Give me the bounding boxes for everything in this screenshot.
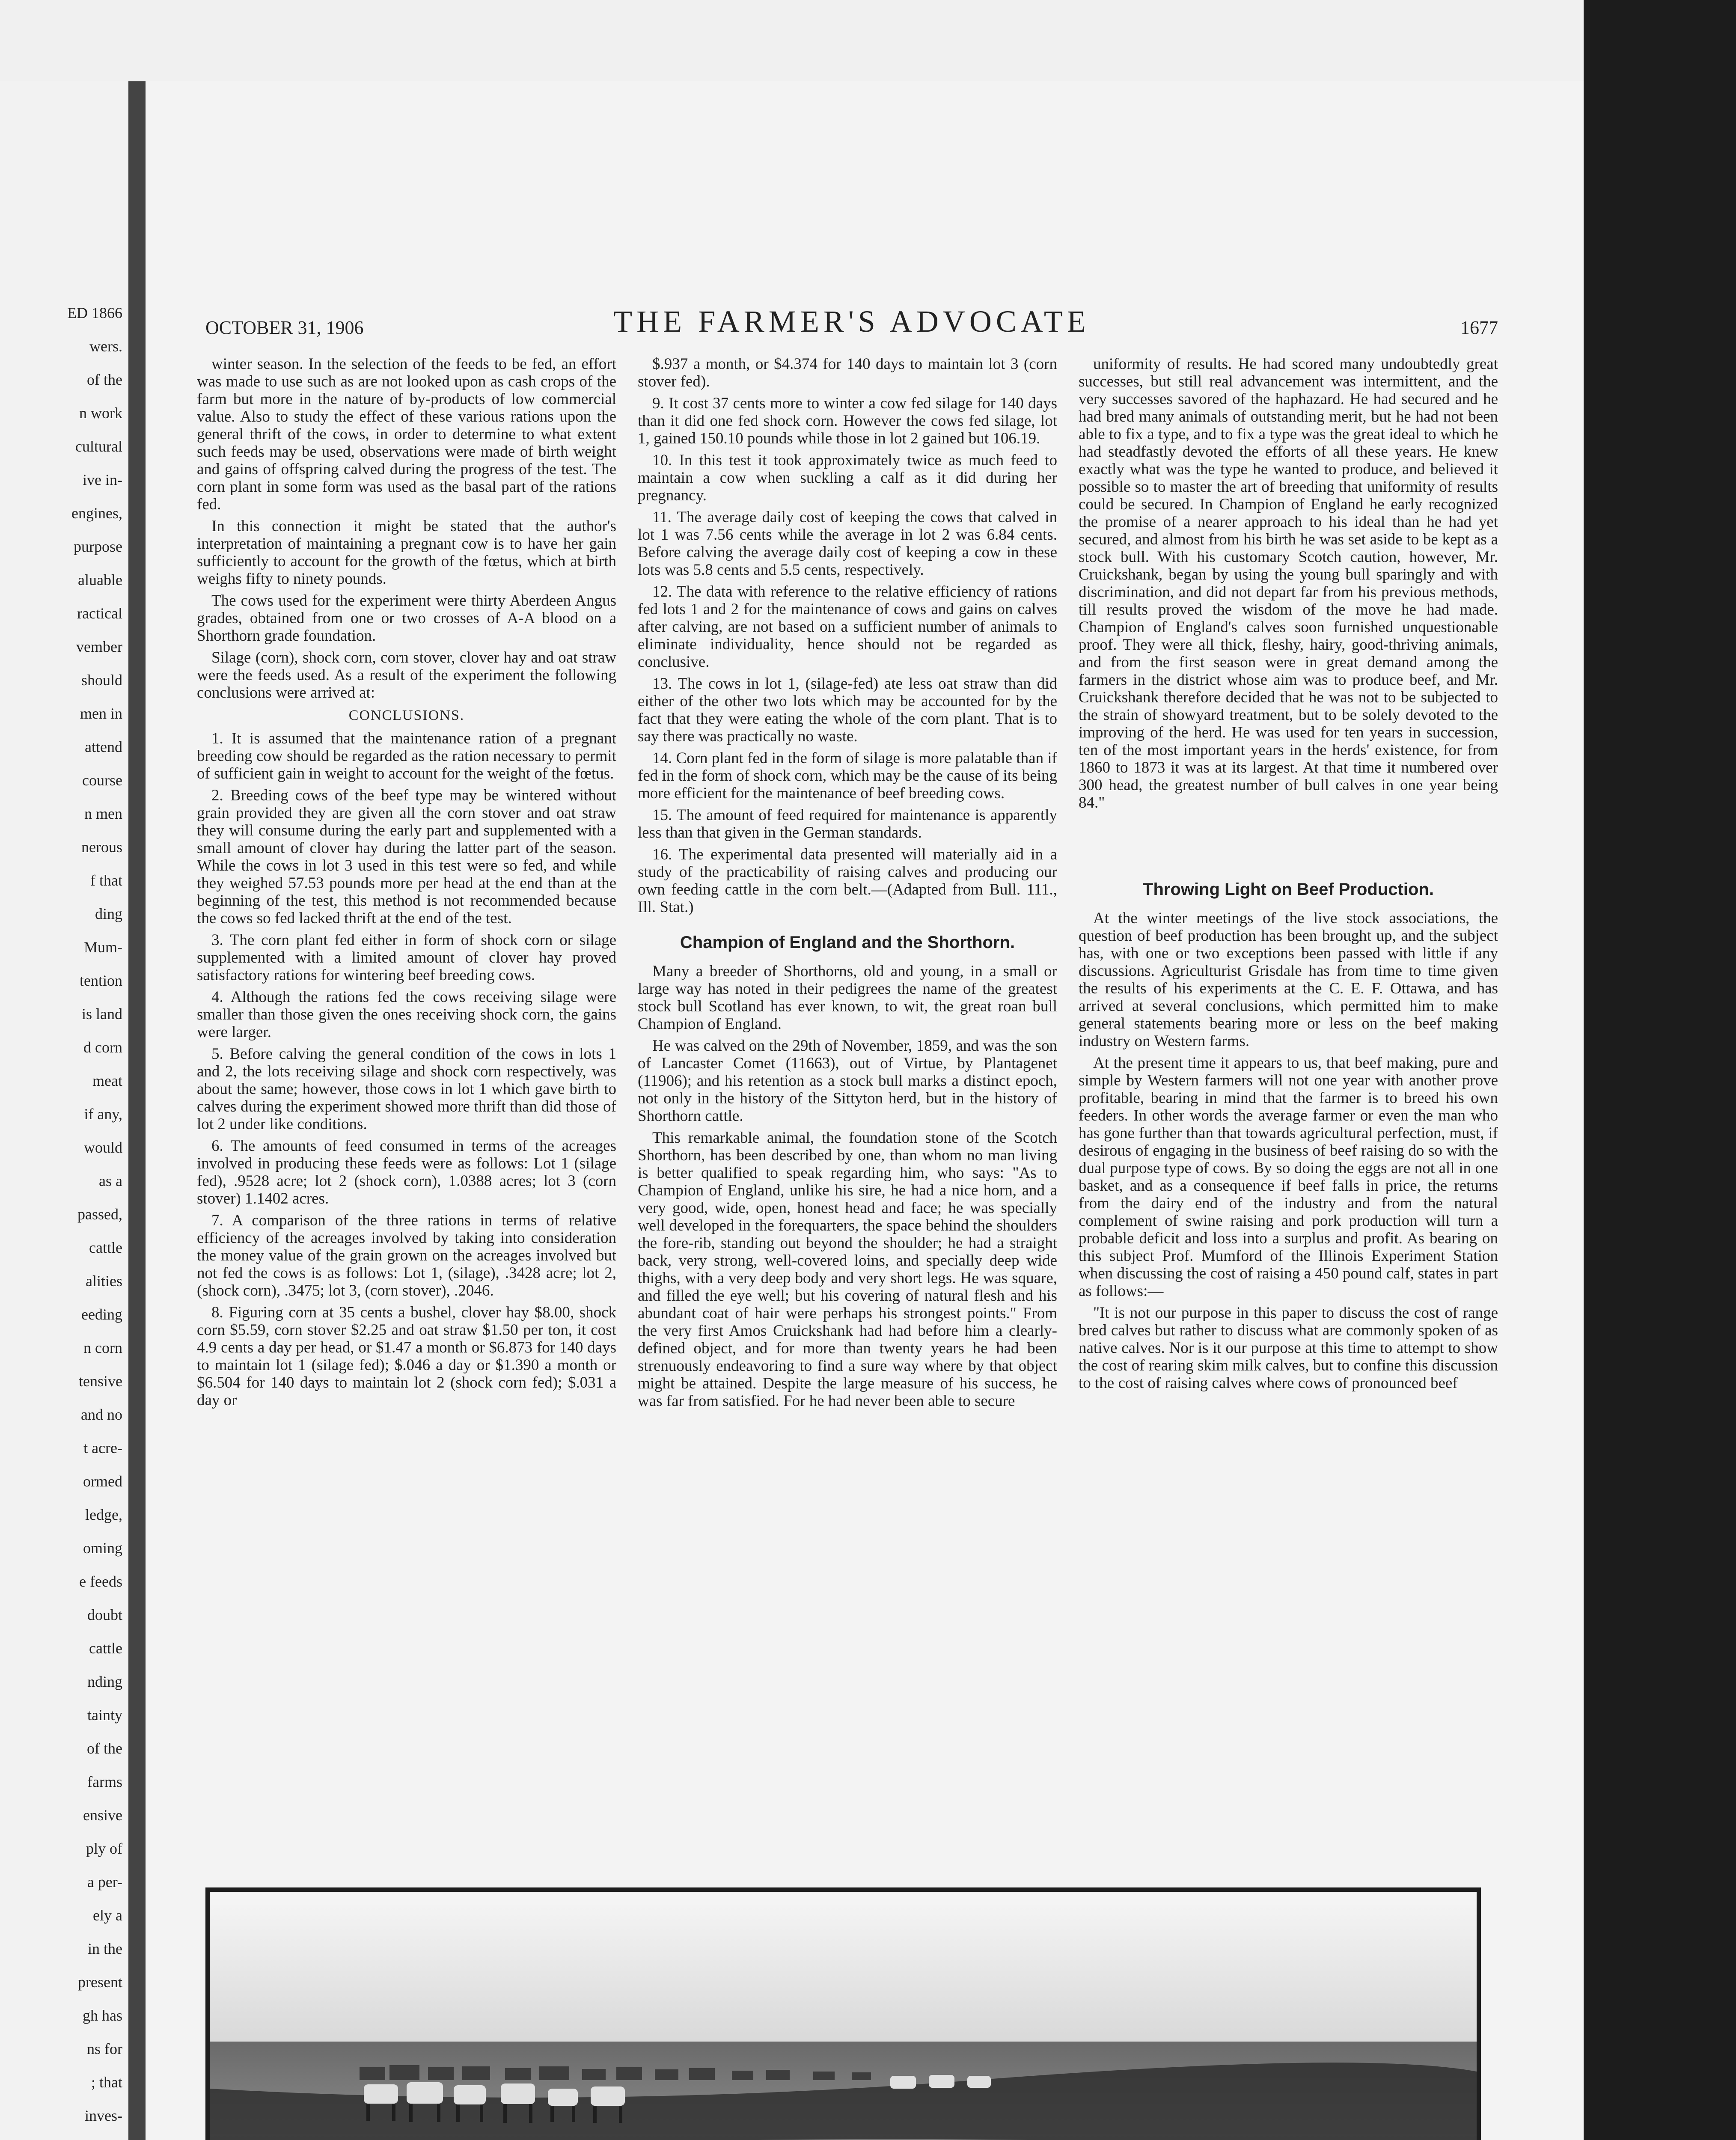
left-page-text-fragment: Mum- (84, 939, 122, 956)
paragraph: 4. Although the rations fed the cows receiving silage were smaller than those given the ones receiving shock corn, the gains were larger. (197, 988, 616, 1041)
left-page-text-fragment: doubt (87, 1606, 122, 1623)
paragraph: 7. A comparison of the three rations in terms of relative efficiency of the acreages involved by taking into consideration the money value of the grain grown on the acreages involved but not fed the cows is as follows: Lot 1, (silage), .3428 acre; lot 2, (shock corn), .3475; lot 3, (corn stover), .2046. (197, 1212, 616, 1299)
article-column-2 (638, 355, 1057, 1879)
page-number: 1677 (1460, 317, 1498, 338)
left-page-text-fragment: farms (87, 1773, 122, 1790)
left-page-text-fragment: purpose (74, 538, 122, 555)
left-page-text-fragment: a per- (87, 1873, 122, 1890)
left-page-text-fragment: aluable (78, 571, 122, 588)
left-page-text-fragment: ns for (87, 2040, 122, 2057)
section-heading: CONCLUSIONS. (348, 707, 465, 723)
paragraph: winter season. In the selection of the feeds to be fed, an effort was made to use such as are not looked upon as cash crops of the farm but more in the nature of by-products of low commercial value. Also to study the effect of these various rations upon the general thrift of the cows, in order to determine to what extent such feeds may be used, observations were made of birth weight and gains of offspring calved during the progress of the test. The corn plant in some form was used as the basal part of the rations fed. (197, 355, 616, 513)
paragraph: At the present time it appears to us, that beef making, pure and simple by Western farmers will not one year with another prove profitable, bearing in mind that the farmer is to breed his own feeders. In other words the average farmer or even the man who has gone further than that towards agricultural perfection, must, if desirous of engaging in the business of beef raising do so with the dual purpose type of cows. By so doing the eggs are not all in one basket, and as a consequence if beef falls in price, the returns from the dairy end of the industry and from the natural complement of swine raising and pork production will turn a probable deficit and loss into a surplus and profit. As bearing on this subject Prof. Mumford of the Illinois Experiment Station when discussing the cost of raising a 450 pound calf, states in part as follows:— (1079, 1054, 1498, 1300)
left-page-edge (0, 81, 131, 2140)
left-page-text-fragment: ; that (91, 2074, 122, 2091)
left-page-text-fragment: passed, (77, 1206, 122, 1223)
paragraph: 8. Figuring corn at 35 cents a bushel, clover hay $8.00, shock corn $5.59, corn stover $2.25 and oat straw $1.50 per ton, it cost 4.9 cents a day per head, or $1.47 a month or $6.873 for 140 days to maintain lot 1 (silage fed); $.046 a day or $1.390 a month or $6.504 for 140 days to maintain lot 2 (shock corn fed); $.031 a day or (197, 1304, 616, 1409)
left-page-text-fragment: n men (84, 805, 122, 822)
issue-date: OCTOBER 31, 1906 (205, 317, 364, 338)
article-column-1 (197, 355, 616, 1879)
left-page-text-fragment: d corn (83, 1039, 122, 1056)
left-page-text-fragment: ensive (83, 1807, 122, 1824)
left-page-text-fragment: n work (79, 404, 122, 422)
left-page-text-fragment: ding (95, 905, 122, 922)
column-spacer (1079, 816, 1498, 863)
left-page-text-fragment: cattle (89, 1239, 122, 1256)
left-page-text-fragment: ormed (83, 1473, 122, 1490)
paragraph: 11. The average daily cost of keeping the cows that calved in lot 1 was 7.56 cents while the average in lot 2 was 6.84 cents. Before calving the average daily cost of keeping a cow in these lots was 5.8 cents and 5.5 cents, respectively. (638, 508, 1057, 579)
paragraph: The cows used for the experiment were thirty Aberdeen Angus grades, obtained from one or two crosses of A-A blood on a Shorthorn grade foundation. (197, 592, 616, 645)
left-page-text-fragment: inves- (85, 2107, 122, 2124)
article-heading: Throwing Light on Beef Production. (1143, 880, 1434, 899)
left-page-text-fragment: if any, (84, 1106, 122, 1123)
left-page-text-fragment: ledge, (85, 1506, 122, 1523)
page-gutter (128, 81, 146, 2140)
top-background (0, 0, 1736, 81)
paragraph: In this connection it might be stated that the author's interpretation of maintaining a pregnant cow is to have her gain sufficiently to account for the growth of the fœtus, which at birth weighs fifty to ninety pounds. (197, 517, 616, 588)
paragraph: 6. The amounts of feed consumed in terms of the acreages involved in producing these feeds were as follows: Lot 1 (silage fed), .9528 acre; lot 2 (shock corn), 1.0388 acres; lot 3 (corn stover) 1.1402 acres. (197, 1137, 616, 1207)
paragraph: 5. Before calving the general condition of the cows in lots 1 and 2, the lots receiving silage and shock corn respectively, was about the same; however, those cows in lot 1 which gave birth to calves during the experiment showed more thrift than did those of lot 2 under like conditions. (197, 1045, 616, 1133)
paragraph: He was calved on the 29th of November, 1859, and was the son of Lancaster Comet (11663), out of Virtue, by Plantagenet (11906); and his retention as a stock bull marks a distinct epoch, not only in the history of the Sittyton herd, but in the history of Shorthorn cattle. (638, 1037, 1057, 1125)
left-page-text-fragment: nding (87, 1673, 122, 1690)
paragraph: 14. Corn plant fed in the form of silage is more palatable than if fed in the form of shock corn, which may be the cause of its being more efficient for the maintenance of beef breeding cows. (638, 749, 1057, 802)
left-page-text-fragment: men in (80, 705, 122, 722)
left-page-text-fragment: tainty (87, 1706, 122, 1724)
paragraph: 10. In this test it took approximately twice as much feed to maintain a cow when suckling a calf as it did during her pregnancy. (638, 452, 1057, 504)
left-page-text-fragment: n corn (83, 1339, 122, 1356)
paragraph: "It is not our purpose in this paper to discuss the cost of range bred calves but rather to discuss what are commonly spoken of as native calves. Nor is it our purpose at this time to attempt to show the cost of rearing skim milk calves, but to confine this discussion to the cost of raising calves where cows of pronounced beef (1079, 1304, 1498, 1392)
oxen-plowing-photo (205, 1887, 1481, 2140)
left-page-text-fragment: t acre- (83, 1439, 122, 1456)
left-page-text-fragment: of the (87, 1740, 122, 1757)
paragraph: Many a breeder of Shorthorns, old and young, in a small or large way has noted in their pedigrees the name of the greatest stock bull Scotland has ever known, to wit, the great roan bull Champion of England. (638, 963, 1057, 1033)
left-page-text-fragment: would (84, 1139, 122, 1156)
left-page-text-fragment: nerous (81, 838, 122, 856)
left-page-text-fragment: in the (88, 1940, 122, 1957)
left-page-text-fragment: oming (83, 1540, 122, 1557)
article-heading: Champion of England and the Shorthorn. (680, 933, 1015, 952)
left-page-text-fragment: ive in- (83, 471, 122, 488)
paragraph: 9. It cost 37 cents more to winter a cow fed silage for 140 days than it did one fed shock corn. However the cows fed silage, lot 1, gained 150.10 pounds while those in lot 2 gained but 106.19. (638, 395, 1057, 447)
paragraph: Silage (corn), shock corn, corn stover, clover hay and oat straw were the feeds used. As a result of the experiment the following conclusions were arrived at: (197, 649, 616, 701)
paragraph: uniformity of results. He had scored many undoubtedly great successes, but still real advancement was intermittent, and the very successes savored of the haphazard. He had secured and he had bred many animals of outstanding merit, but he had not been able to fix a type, and to fix a type was the great ideal to which he had steadfastly devoted the efforts of all these years. He knew exactly what was the type he wanted to produce, and believed it possible so to master the art of breeding that uniformity of results could be secured. In Champion of England he early recognized the promise of a nearer approach to his ideal than he had yet secured, and almost from his birth he was set aside to be kept as a stock bull. With his customary Scotch caution, however, Mr. Cruickshank, began by using the young bull sparingly and with discrimination, and did not depart far from his previous methods, till results proved the wisdom of the move he had made. Champion of England's calves soon furnished unquestionable proof. They were all thick, fleshy, hairy, good-thriving animals, and from the first season were in great demand among the farmers in the district whose aim was to produce beef, and Mr. Cruickshank therefore decided that he was not to be subjected to the strain of showyard treatment, but to be solely devoted to the improving of the herd. He was used for ten years in succession, ten of the most important years in the herds' existence, for from 1860 to 1873 it was at its largest. At that time it numbered over 300 head, the greatest number of bull calves in one year being 84." (1079, 355, 1498, 811)
right-background (1584, 0, 1736, 2140)
publication-title: THE FARMER'S ADVOCATE (613, 304, 1090, 339)
left-page-text-fragment: gh has (83, 2007, 122, 2024)
paragraph: 12. The data with reference to the relative efficiency of rations fed lots 1 and 2 for the maintenance of cows and gains on calves after calving, are not based on a sufficient number of animals to eliminate individuality, hence should not be regarded as conclusive. (638, 583, 1057, 671)
left-page-text-fragment: ractical (77, 605, 122, 622)
left-page-text-fragment: ED 1866 (67, 304, 122, 321)
paragraph: $.937 a month, or $4.374 for 140 days to maintain lot 3 (corn stover fed). (638, 355, 1057, 390)
left-page-text-fragment: attend (85, 738, 122, 755)
paragraph: This remarkable animal, the foundation stone of the Scotch Shorthorn, has been described by one, than whom no man living is better qualified to speak regarding him, who says: "As to Champion of England, unlike his sire, he had a nice horn, and a very good, wide, open, honest head and face; he was specially well developed in the forequarters, the space behind the shoulders the fore-rib, standing out beyond the shoulder; he had a straight back, very strong, well-covered loins, and specially deep wide thighs, with a very deep body and very short legs. He was square, and filled the eye well; but his covering of natural flesh and his abundant coat of hair were perhaps his strongest points." From the very first Amos Cruickshank had had before him a clearly-defined object, and for more than twenty years he had been strenuously endeavoring to find a sure way where by that object might be attained. Despite the large measure of his success, he was far from satisfied. For he had never been able to secure (638, 1129, 1057, 1410)
left-page-text-fragment: course (82, 772, 122, 789)
paragraph: 1. It is assumed that the maintenance ration of a pregnant breeding cow should be regarded as the ration necessary to permit of sufficient gain in weight to account for the weight of the fœtus. (197, 730, 616, 782)
left-page-text-fragment: meat (92, 1072, 122, 1089)
left-page-text-fragment: is land (82, 1005, 122, 1022)
masthead (205, 304, 1498, 342)
paragraph: 2. Breeding cows of the beef type may be wintered without grain provided they are given all the corn stover and oat straw they will consume during the early part and supplemented with a small amount of clover hay during the latter part of the season. While the cows in lot 3 used in this test were so fed, and while they weighed 57.53 pounds more per head at the end than at the beginning of the test, this method is not recommended because the cows so fed lacked thrift at the end of the test. (197, 787, 616, 927)
left-page-text-fragment: cattle (89, 1640, 122, 1657)
paragraph: 15. The amount of feed required for maintenance is apparently less than that given in the German standards. (638, 806, 1057, 841)
left-page-text-fragment: vember (76, 638, 122, 655)
left-page-text-fragment: cultural (75, 438, 122, 455)
left-page-text-fragment: f that (90, 872, 122, 889)
left-page-text-fragment: tention (80, 972, 122, 989)
left-page-text-fragment: of the (87, 371, 122, 388)
paragraph: At the winter meetings of the live stock associations, the question of beef production has been brought up, and the subject has, with one or two exceptions been passed with little if any discussions. Agriculturist Grisdale has from time to time given the results of his experiments at the C. E. F. Ottawa, and has arrived at several conclusions, which permitted him to make general statements bearing more or less on the beef making industry on Western farms. (1079, 910, 1498, 1050)
left-page-text-fragment: eeding (81, 1306, 122, 1323)
left-page-text-fragment: e feeds (79, 1573, 122, 1590)
left-page-text-fragment: ply of (86, 1840, 122, 1857)
left-page-text-fragment: should (81, 672, 122, 689)
paragraph: 16. The experimental data presented will materially aid in a study of the practicability of raising calves and producing our own feeding cattle in the corn belt.—(Adapted from Bull. 111., Ill. Stat.) (638, 846, 1057, 916)
left-page-text-fragment: wers. (89, 338, 122, 355)
left-page-text-fragment: tensive (79, 1373, 122, 1390)
article-column-3 (1079, 355, 1498, 1879)
left-page-text-fragment: ely a (93, 1907, 122, 1924)
left-page-text-fragment: present (78, 1974, 122, 1991)
paragraph: 13. The cows in lot 1, (silage-fed) ate less oat straw than did either of the other two lots which may be accounted for by the fact that they were eating the whole of the corn plant. That is to say there was practically no waste. (638, 675, 1057, 745)
left-page-text-fragment: engines, (71, 505, 122, 522)
left-page-text-fragment: alities (86, 1272, 122, 1290)
newspaper-page (146, 81, 1584, 2140)
left-page-text-fragment: and no (81, 1406, 122, 1423)
left-page-text-fragment: as a (99, 1172, 122, 1189)
paragraph: 3. The corn plant fed either in form of shock corn or silage supplemented with a limited amount of clover hay proved satisfactory rations for wintering beef breeding cows. (197, 931, 616, 984)
